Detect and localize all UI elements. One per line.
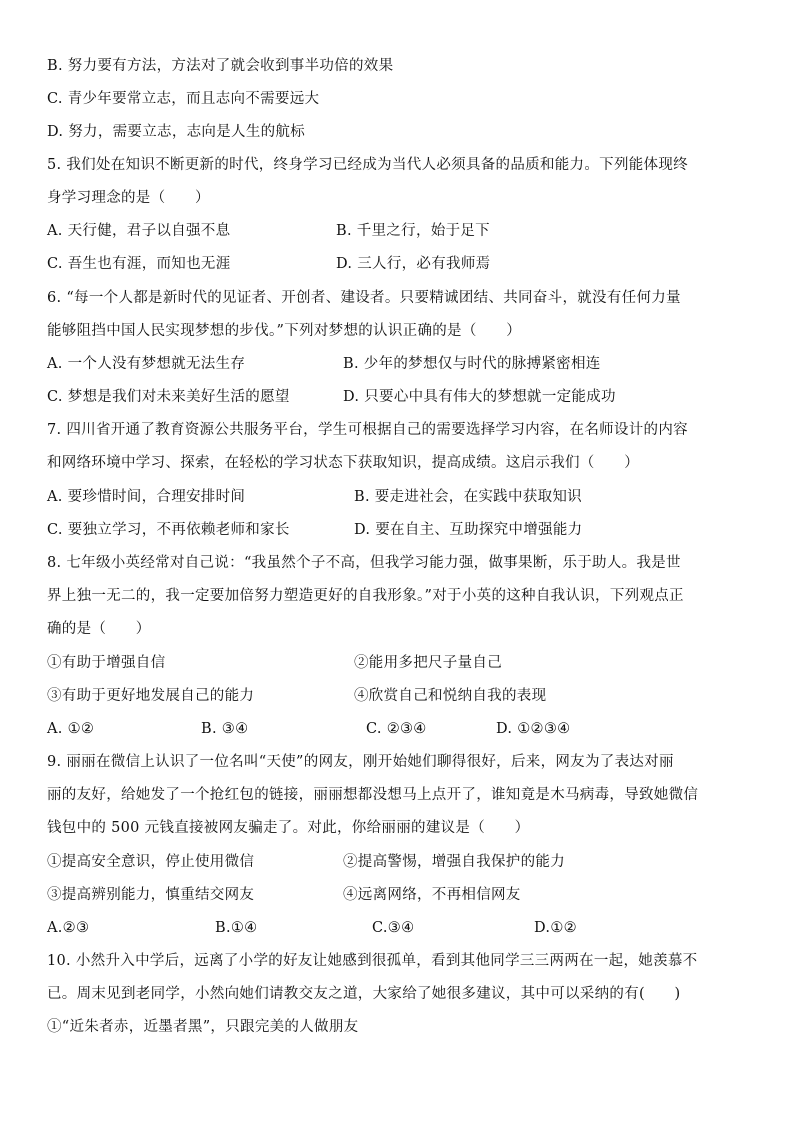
q7-option-d: D. 要在自主、互助探究中增强能力 [354,522,583,538]
q9-stem-line2: 丽的友好，给她发了一个抢红包的链接，丽丽想都没想马上点开了，谁知竟是木马病毒，导致她微信 [47,787,699,803]
q8-stem-line1: 8. 七年级小英经常对自己说：“我虽然个子不高，但我学习能力强，做事果断，乐于助人。我是世 [47,555,681,571]
q10-stem-line2: 已。周末见到老同学，小然向她们请教交友之道，大家给了她很多建议，其中可以采纳的有( ) [47,986,681,1002]
q6-option-b: B. 少年的梦想仅与时代的脉搏紧密相连 [343,356,601,372]
q4-option-c: C. 青少年要常立志，而且志向不需要远大 [47,91,320,107]
q9-option-b: B.①④ [215,920,258,936]
q9-statement-3: ③提高辨别能力，慎重结交网友 [47,887,255,903]
q8-option-d: D. ①②③④ [496,721,571,737]
q8-option-c: C. ②③④ [366,721,427,737]
q5-option-c: C. 吾生也有涯，而知也无涯 [47,256,231,272]
q7-option-b: B. 要走进社会，在实践中获取知识 [354,489,582,505]
q5-stem-line2: 身学习理念的是（ ） [47,190,210,206]
q7-option-c: C. 要独立学习，不再依赖老师和家长 [47,522,290,538]
q9-option-a: A.②③ [47,920,90,936]
q6-option-a: A. 一个人没有梦想就无法生存 [47,356,246,372]
q8-option-b: B. ③④ [201,721,249,737]
q6-stem-line2: 能够阻挡中国人民实现梦想的步伐。”下列对梦想的认识正确的是（ ） [47,323,522,339]
q5-stem-line1: 5. 我们处在知识不断更新的时代，终身学习已经成为当代人必须具备的品质和能力。下列能体现终 [47,157,688,173]
q8-statement-1: ①有助于增强自信 [47,655,166,671]
q5-option-b: B. 千里之行，始于足下 [336,223,490,239]
q8-option-a: A. ①② [47,721,95,737]
q5-option-d: D. 三人行，必有我师焉 [336,256,491,272]
q9-stem-line1: 9. 丽丽在微信上认识了一位名叫“天使”的网友，刚开始她们聊得很好，后来，网友为了表达对丽 [47,754,674,770]
q9-statement-4: ④远离网络，不再相信网友 [343,887,521,903]
q9-statement-1: ①提高安全意识，停止使用微信 [47,854,255,870]
q9-stem-line3: 钱包中的 500 元钱直接被网友骗走了。对此，你给丽丽的建议是（ ） [47,820,530,836]
q8-stem-line2: 界上独一无二的，我一定要加倍努力塑造更好的自我形象。”对于小英的这种自我认识，下列观点正 [47,588,684,604]
q8-statement-3: ③有助于更好地发展自己的能力 [47,688,255,704]
q7-stem-line1: 7. 四川省开通了教育资源公共服务平台，学生可根据自己的需要选择学习内容，在名师设计的内容 [47,422,688,438]
q6-option-c: C. 梦想是我们对未来美好生活的愿望 [47,389,290,405]
q9-option-c: C.③④ [372,920,415,936]
q8-statement-2: ②能用多把尺子量自己 [354,655,502,671]
q5-option-a: A. 天行健，君子以自强不息 [47,223,231,239]
q8-statement-4: ④欣赏自己和悦纳自我的表现 [354,688,547,704]
q10-stem-line1: 10. 小然升入中学后，远离了小学的好友让她感到很孤单，看到其他同学三三两两在一起，她羡慕不 [47,953,698,969]
q6-option-d: D. 只要心中具有伟大的梦想就一定能成功 [343,389,616,405]
q8-stem-line3: 确的是（ ） [47,621,151,637]
q7-stem-line2: 和网络环境中学习、探索，在轻松的学习状态下获取知识，提高成绩。这启示我们（ ） [47,455,639,471]
q9-statement-2: ②提高警惕，增强自我保护的能力 [343,854,565,870]
q4-option-d: D. 努力，需要立志，志向是人生的航标 [47,124,306,140]
q4-option-b: B. 努力要有方法，方法对了就会收到事半功倍的效果 [47,58,394,74]
q10-statement-1: ①“近朱者赤，近墨者黑”，只跟完美的人做朋友 [47,1019,359,1035]
q7-option-a: A. 要珍惜时间，合理安排时间 [47,489,246,505]
q9-option-d: D.①② [534,920,577,936]
q6-stem-line1: 6. “每一个人都是新时代的见证者、开创者、建设者。只要精诚团结、共同奋斗，就没有任何力量 [47,290,681,306]
